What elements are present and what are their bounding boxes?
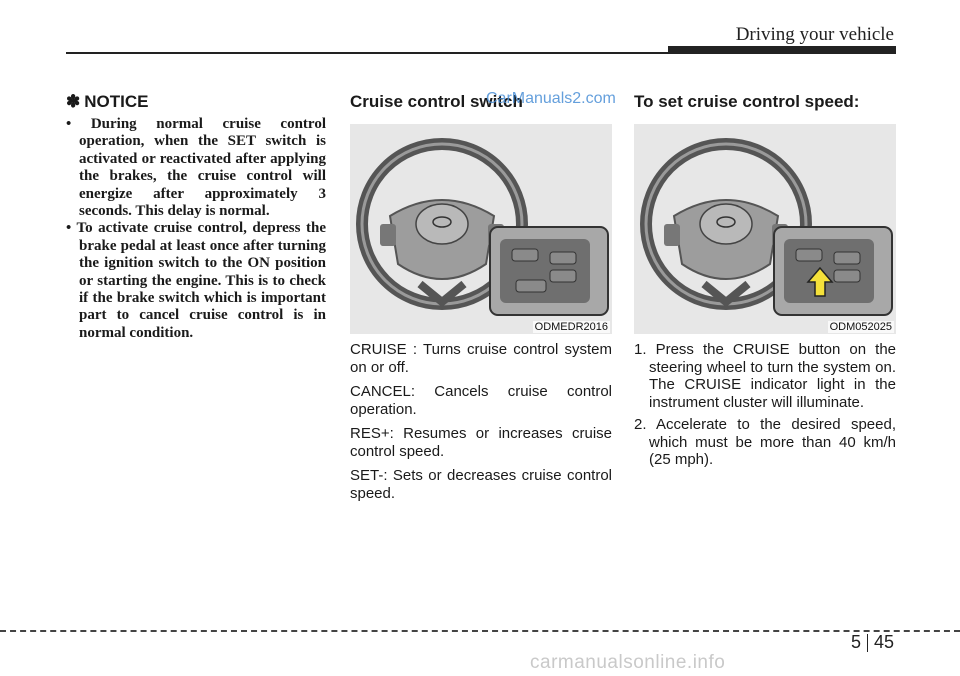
header-rule-bar bbox=[668, 46, 896, 54]
definition-item bbox=[350, 425, 612, 460]
definition-term: CRUISE : bbox=[350, 341, 418, 358]
definition-desc: Sets or decreases cruise control speed. bbox=[350, 467, 613, 502]
footer-rule bbox=[0, 630, 960, 632]
definition-desc: Turns cruise control system on or off. bbox=[350, 341, 612, 376]
definition-desc: Cancels cruise control operation. bbox=[350, 383, 612, 418]
page-number-separator bbox=[867, 634, 868, 652]
section-heading: Cruise control switch bbox=[350, 92, 523, 111]
notice-list bbox=[66, 116, 326, 342]
figure-code: ODMEDR2016 bbox=[534, 321, 608, 333]
section-heading: To set cruise control speed: bbox=[634, 92, 860, 111]
chapter-title: Driving your vehicle bbox=[735, 24, 894, 45]
notice-section bbox=[66, 92, 326, 342]
definition-item bbox=[350, 383, 612, 418]
steering-wheel-figure bbox=[350, 124, 612, 334]
watermark: carmanualsonline.info bbox=[530, 652, 726, 673]
definition-term: RES+: bbox=[350, 425, 394, 442]
switch-section bbox=[350, 92, 612, 509]
notice-heading bbox=[66, 92, 326, 112]
steering-wheel-illustration bbox=[634, 124, 896, 334]
switch-definitions bbox=[350, 341, 612, 502]
watermark: CarManuals2.com bbox=[486, 90, 616, 107]
notice-item: • To activate cruise control, depress the brake pedal at least once after turning the ignition switch to the ON position or starting the engine. This is to check if the brake switch which is important part to cancel cruise control is in normal condition. bbox=[66, 220, 326, 341]
definition-term: CANCEL: bbox=[350, 383, 416, 400]
notice-item: • During normal cruise control operation, when the SET switch is activated or reactivated after applying the brakes, the cruise control will energize after approximately 3 seconds. This delay is normal. bbox=[66, 116, 326, 220]
page-number-value: 45 bbox=[873, 632, 894, 652]
figure-code: ODM052025 bbox=[829, 321, 892, 333]
set-speed-section bbox=[634, 92, 896, 474]
notice-mark-icon: ✽ bbox=[66, 92, 81, 111]
step-item: 1. Press the CRUISE button on the steering wheel to turn the system on. The CRUISE indicator light in the instrument cluster will illuminate. bbox=[634, 341, 896, 411]
chapter-number: 5 bbox=[850, 632, 861, 652]
definition-desc: Resumes or increases cruise control speed. bbox=[350, 425, 612, 460]
definition-term: SET-: bbox=[350, 467, 388, 484]
step-item: 2. Accelerate to the desired speed, which must be more than 40 km/h (25 mph). bbox=[634, 416, 896, 468]
definition-item bbox=[350, 341, 612, 376]
steering-wheel-illustration bbox=[350, 124, 612, 334]
set-speed-steps bbox=[634, 341, 896, 469]
notice-heading-text: NOTICE bbox=[84, 92, 149, 111]
page-number bbox=[851, 632, 894, 653]
steering-wheel-figure bbox=[634, 124, 896, 334]
header-rule bbox=[66, 52, 670, 54]
definition-item bbox=[350, 467, 612, 502]
